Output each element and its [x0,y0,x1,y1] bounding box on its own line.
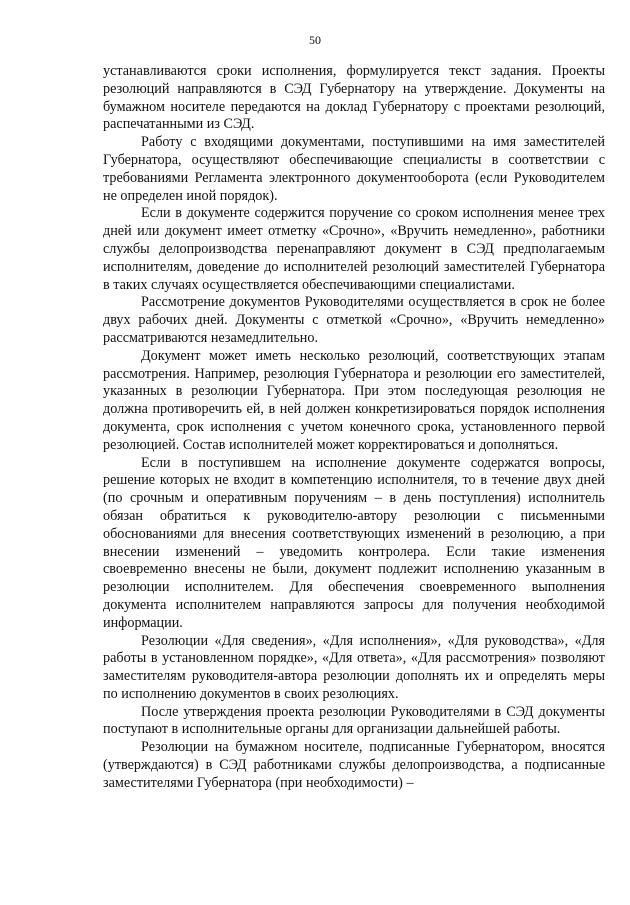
body-text [103,63,605,793]
paragraph: Документ может иметь несколько резолюций, соответствующих этапам рассмотрения. Например, резолюция Губернатора и резолюции его заместителей, указанных в резолюции Губернатора. При этом последующая резолюция не должна противоречить ей, в ней должен конкретизироваться порядок исполнения документа, срок исполнения с учетом конечного срока, установленного первой резолюцией. Состав исполнителей может корректироваться и дополняться. [103,347,605,453]
paragraph: Если в поступившем на исполнение документе содержатся вопросы, решение которых не входит в компетенцию исполнителя, то в течение двух дней (по срочным и оперативным поручениям – в день поступления) исполнитель обязан обратиться к руководителю-автору резолюции с письменными обоснованиями для внесения соответствующих изменений в резолюцию, а при внесении изменений – уведомить контролера. Если такие изменения своевременно внесены не были, документ подлежит исполнению указанным в резолюции исполнителем. Для обеспечения своевременного выполнения документа исполнителем направляются запросы для получения необходимой информации. [103,454,605,631]
paragraph: Если в документе содержится поручение со сроком исполнения менее трех дней или документ имеет отметку «Срочно», «Вручить немедленно», работники службы делопроизводства перенаправляют документ в СЭД предполагаемым исполнителям, доведение до исполнителей резолюций заместителей Губернатора в таких случаях осуществляется обеспечивающими специалистами. [103,205,605,293]
paragraph: Резолюции на бумажном носителе, подписанные Губернатором, вносятся (утверждаются) в СЭД работниками службы делопроизводства, а подписанные заместителями Губернатора (при необходимости) – [103,739,605,791]
paragraph: Рассмотрение документов Руководителями осуществляется в срок не более двух рабочих дней. Документы с отметкой «Срочно», «Вручить немедленно» рассматриваются незамедлительно. [103,294,605,346]
paragraph: После утверждения проекта резолюции Руководителями в СЭД документы поступают в исполнительные органы для организации дальнейшей работы. [103,703,605,738]
page-number: 50 [309,33,321,47]
paragraph-continuation: устанавливаются сроки исполнения, формулируется текст задания. Проекты резолюций направляются в СЭД Губернатору на утверждение. Документы на бумажном носителе передаются на доклад Губернатору с проектами резолюций, распечатанными из СЭД. [103,63,605,133]
paragraph: Работу с входящими документами, поступившими на имя заместителей Губернатора, осуществляют обеспечивающие специалисты в соответствии с требованиями Регламента электронного документооборота (если Руководителем не определен иной порядок). [103,134,605,204]
paragraph: Резолюции «Для сведения», «Для исполнения», «Для руководства», «Для работы в установленном порядке», «Для ответа», «Для рассмотрения» позволяют заместителям руководителя-автора резолюции дополнять их и определять меры по исполнению документов в своих резолюциях. [103,632,605,702]
